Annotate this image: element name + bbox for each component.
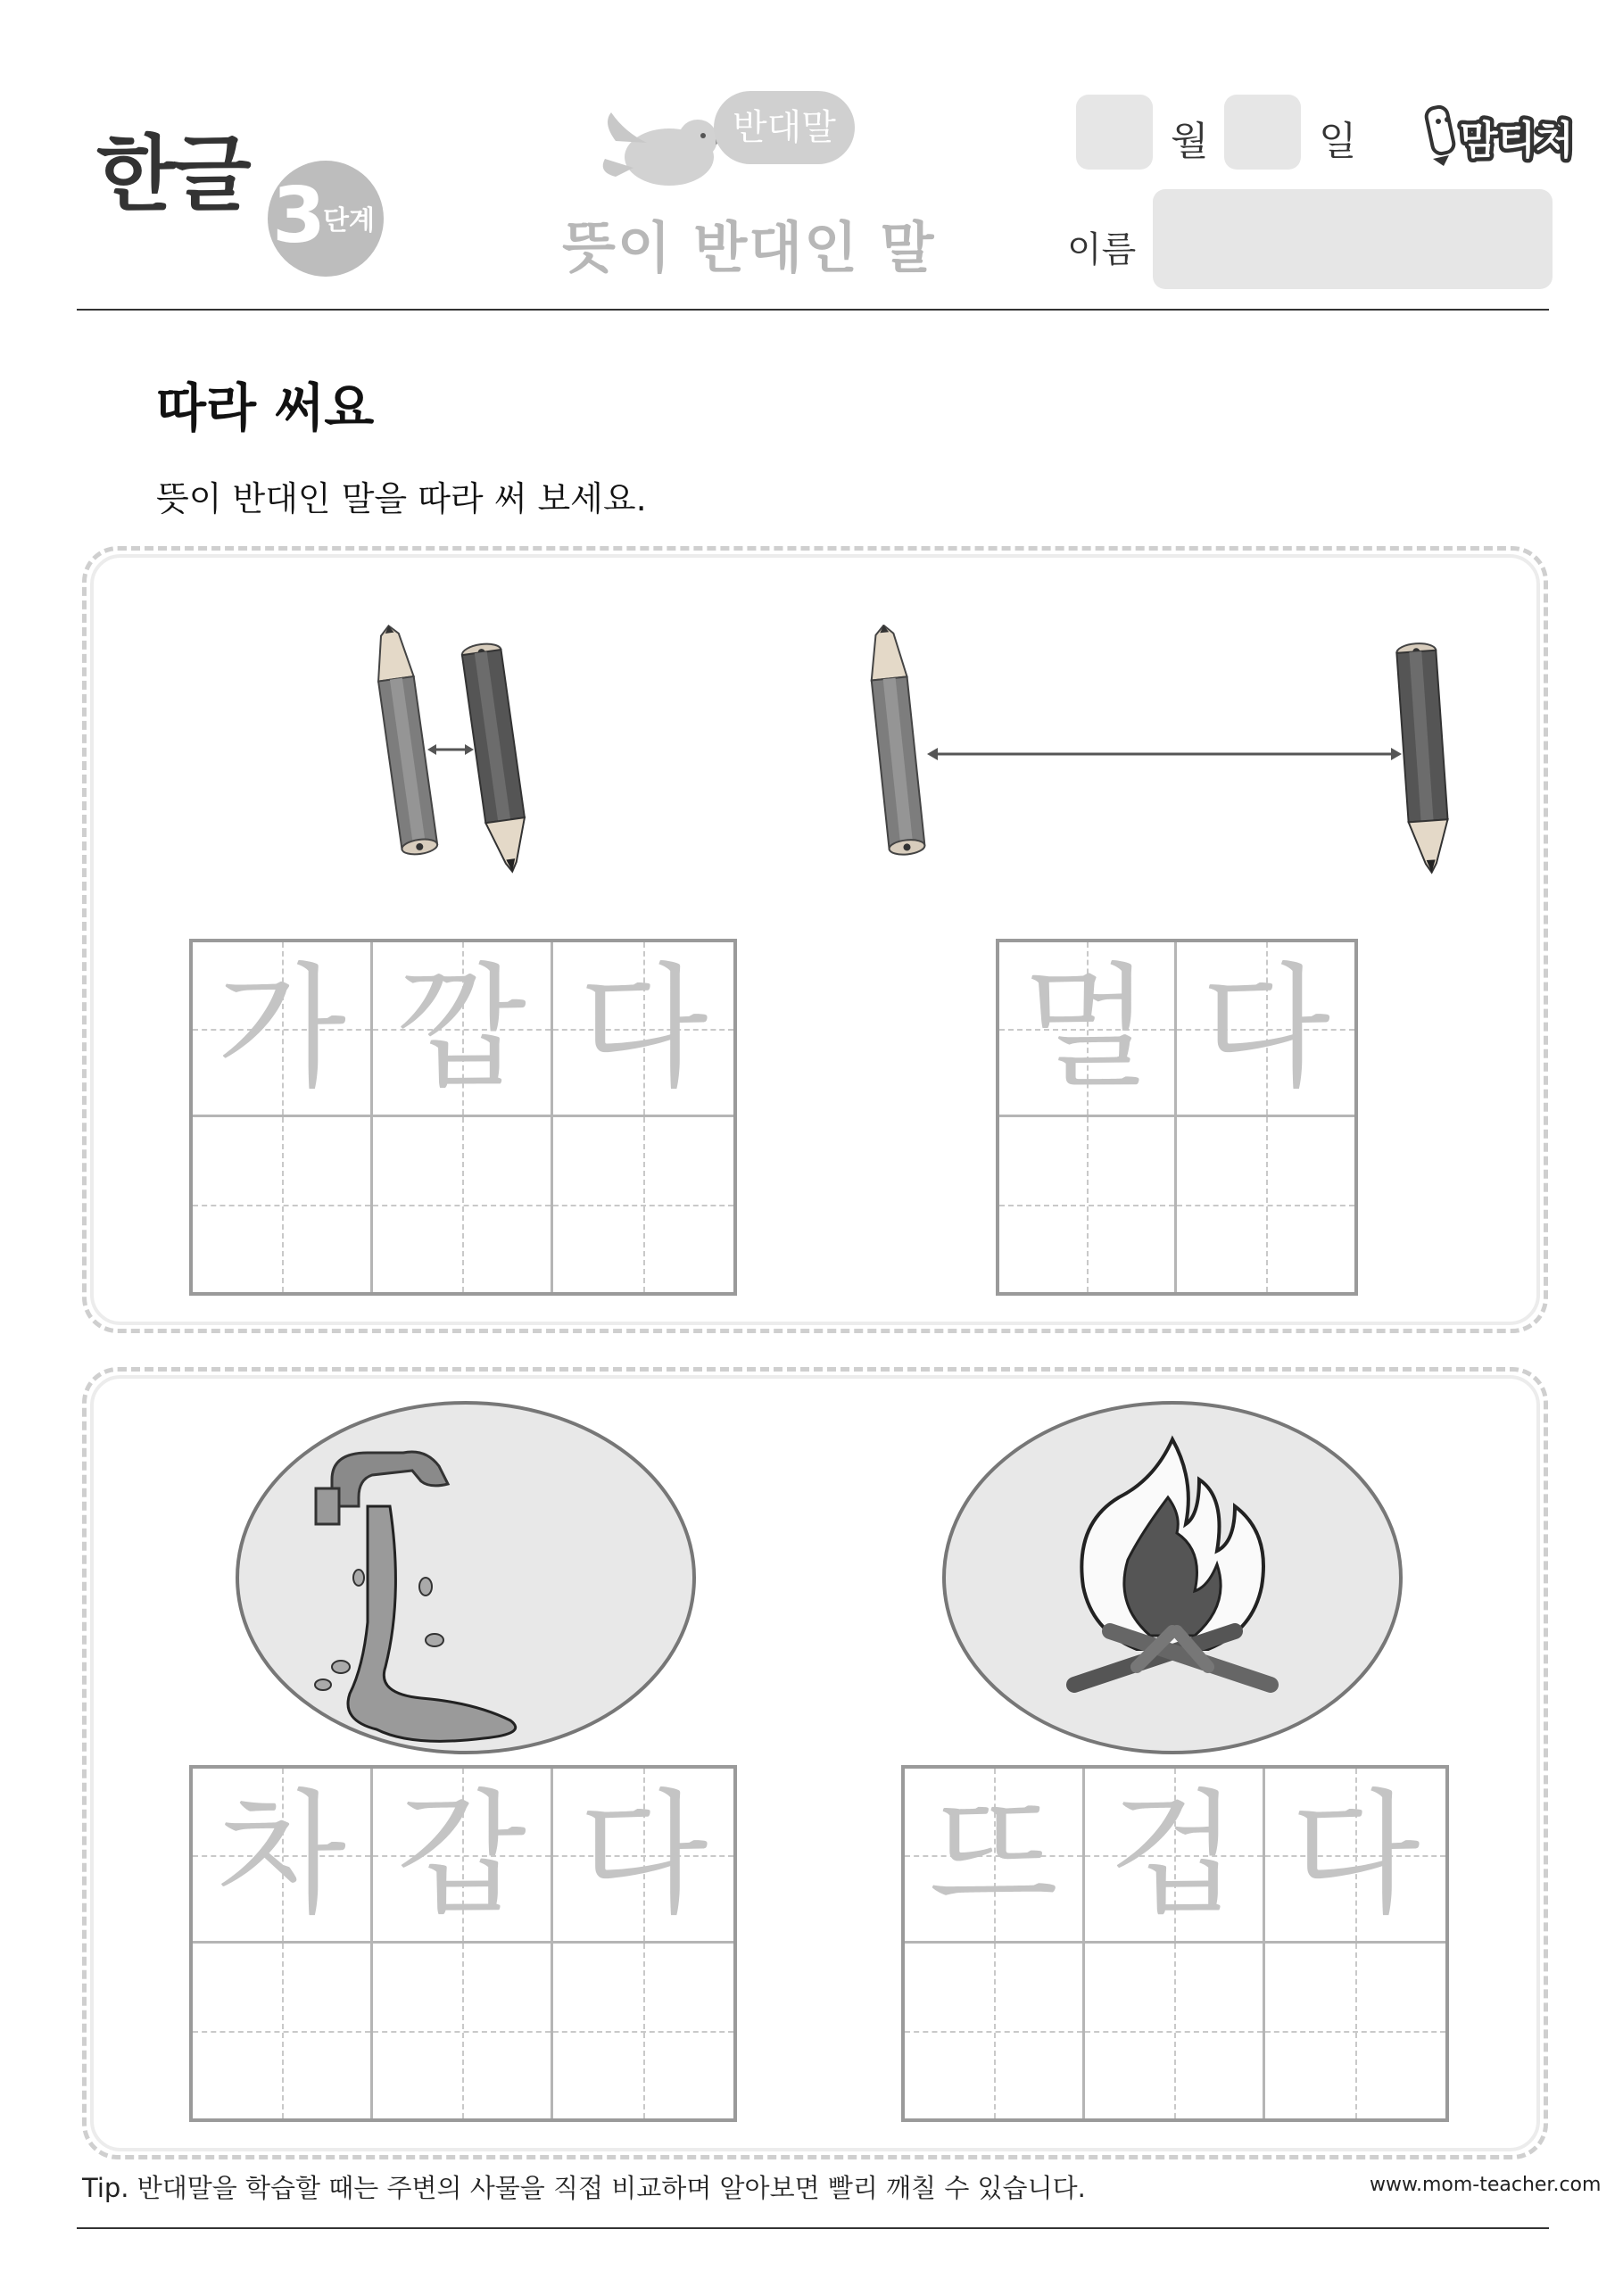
guide-glyph: 가 <box>217 950 346 1107</box>
practice-cell[interactable] <box>553 1117 733 1292</box>
campfire-icon <box>940 1399 1404 1756</box>
practice-cell[interactable] <box>193 1944 373 2118</box>
writing-grid-hot <box>901 1765 1449 2122</box>
bird-icon <box>598 105 732 195</box>
guide-cell[interactable] <box>373 1769 553 1944</box>
guide-glyph: 깝 <box>397 950 526 1107</box>
name-label: 이름 <box>1067 229 1137 270</box>
practice-cell[interactable] <box>1265 1944 1445 2118</box>
guide-cell[interactable] <box>1085 1769 1265 1944</box>
guide-cell[interactable] <box>193 942 373 1117</box>
guide-cell[interactable] <box>553 1769 733 1944</box>
writing-grid-cold <box>189 1765 737 2122</box>
guide-glyph: 멀 <box>1022 950 1152 1107</box>
day-input[interactable] <box>1224 95 1301 170</box>
level-label: 단계 <box>323 205 375 236</box>
guide-cell[interactable] <box>999 942 1177 1117</box>
guide-glyph: 다 <box>578 1777 708 1933</box>
practice-cell[interactable] <box>373 1117 553 1292</box>
practice-cell[interactable] <box>373 1944 553 2118</box>
month-input[interactable] <box>1076 95 1153 170</box>
practice-cell[interactable] <box>193 1117 373 1292</box>
practice-cell[interactable] <box>999 1117 1177 1292</box>
practice-cell[interactable] <box>1177 1117 1354 1292</box>
footer-url[interactable]: www.mom-teacher.com <box>1370 2174 1602 2196</box>
footer-tip: Tip. 반대말을 학습할 때는 주변의 사물을 직접 비교하며 알아보면 빨리 깨칠 수 있습니다. <box>82 2173 1086 2203</box>
pencils-close-icon <box>352 625 549 874</box>
pencils-far-icon <box>852 625 1477 874</box>
logo-title: 한글 <box>96 127 248 222</box>
guide-cell[interactable] <box>1265 1769 1445 1944</box>
writing-grid-near <box>189 939 737 1296</box>
day-label: 일 <box>1319 119 1357 164</box>
section-title: 따라 써요 <box>156 377 375 438</box>
svg-text:맘티처: 맘티처 <box>1460 118 1574 163</box>
guide-cell[interactable] <box>905 1769 1085 1944</box>
month-label: 월 <box>1171 119 1209 164</box>
guide-cell[interactable] <box>373 942 553 1117</box>
guide-glyph: 다 <box>578 950 708 1107</box>
instruction-text: 뜻이 반대인 말을 따라 써 보세요. <box>156 479 647 518</box>
guide-cell[interactable] <box>193 1769 373 1944</box>
practice-cell[interactable] <box>1085 1944 1265 2118</box>
category-badge: 반대말 <box>714 91 855 164</box>
guide-cell[interactable] <box>553 942 733 1117</box>
practice-cell[interactable] <box>553 1944 733 2118</box>
guide-glyph: 다 <box>1290 1777 1420 1933</box>
footer-divider <box>77 2227 1549 2229</box>
name-input[interactable] <box>1153 189 1553 289</box>
page-subtitle: 뜻이 반대인 말 <box>562 215 936 280</box>
guide-cell[interactable] <box>1177 942 1354 1117</box>
brand-logo <box>1424 98 1594 170</box>
guide-glyph: 뜨 <box>929 1777 1058 1933</box>
guide-glyph: 차 <box>217 1777 346 1933</box>
level-number: 3 <box>272 171 326 261</box>
guide-glyph: 다 <box>1201 950 1330 1107</box>
header-divider <box>77 309 1549 311</box>
water-faucet-icon <box>234 1399 698 1756</box>
guide-glyph: 갑 <box>397 1777 526 1933</box>
guide-glyph: 겁 <box>1109 1777 1238 1933</box>
practice-cell[interactable] <box>905 1944 1085 2118</box>
writing-grid-far <box>996 939 1358 1296</box>
